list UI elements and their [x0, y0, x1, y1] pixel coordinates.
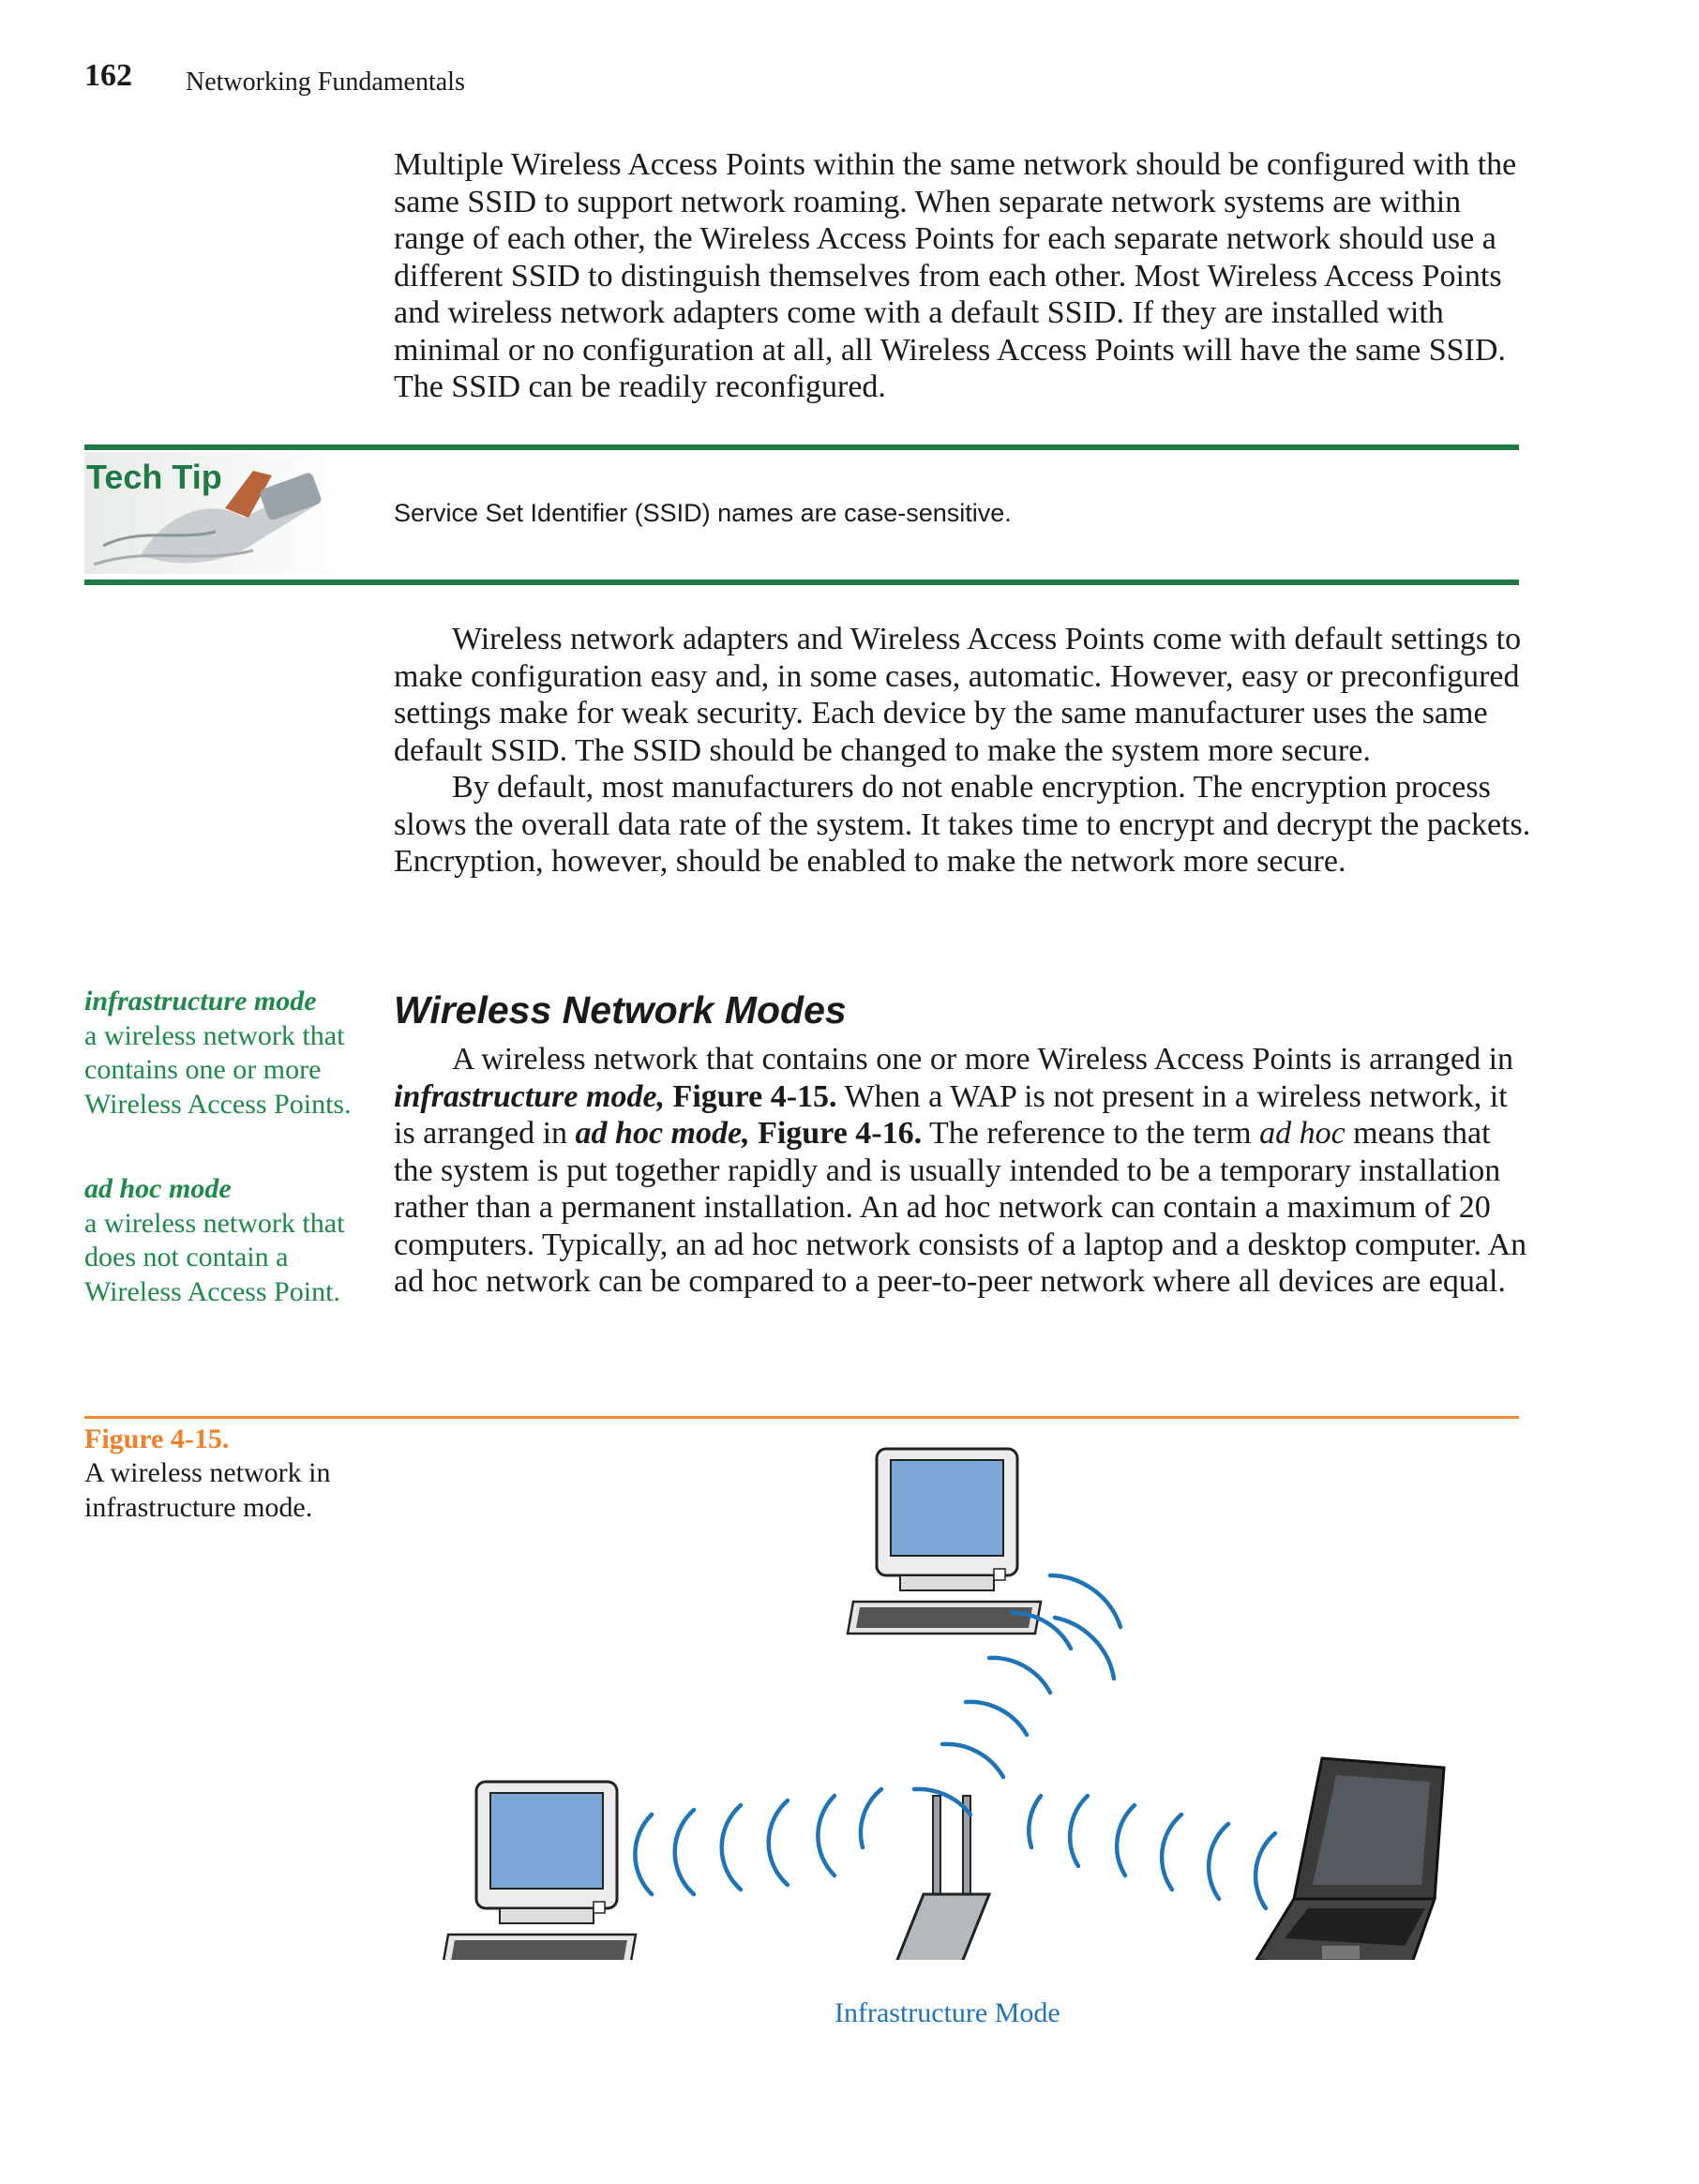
body-paragraphs-2 [394, 621, 1533, 881]
signal-waves-right [1029, 1796, 1275, 1908]
tech-tip-bottom-rule [84, 580, 1519, 585]
glossary-definition: a wireless network that contains one or more Wireless Access Points. [84, 1019, 352, 1120]
inline-term: ad hoc [1259, 1116, 1346, 1151]
desktop-computer-top-icon [848, 1449, 1041, 1634]
page-number: 162 [84, 58, 132, 93]
figure-reference[interactable]: Figure 4-15. [665, 1078, 837, 1114]
running-head: Networking Fundamentals [186, 68, 465, 97]
glossary-term: infrastructure mode [84, 986, 317, 1017]
inline-term: infrastructure mode, [394, 1078, 666, 1114]
tech-tip-title: Tech Tip [86, 458, 222, 496]
body-paragraph-1 [394, 146, 1533, 406]
margin-note-ad-hoc-mode [84, 1172, 366, 1309]
figure-label: Figure 4-15. [84, 1423, 230, 1454]
desktop-computer-left-icon [443, 1782, 636, 1960]
figure-reference[interactable]: Figure 4-16. [749, 1116, 923, 1151]
tech-tip-text: Service Set Identifier (SSID) names are case-sensitive. [394, 499, 1012, 527]
tech-tip-top-rule [84, 444, 1519, 450]
figure-caption: A wireless network in infrastructure mode. [84, 1457, 331, 1523]
paragraph-text: Wireless network adapters and Wireless Access Points come with default settings to make configuration easy and, in some cases, automatic. However, easy or preconfigured settings make for weak security. Each device by the same manufacturer uses the same default SSID. The SSID should be changed to make the system more secure. [394, 622, 1522, 768]
section-heading: Wireless Network Modes [394, 988, 847, 1032]
glossary-term: ad hoc mode [84, 1173, 232, 1204]
infrastructure-mode-diagram [441, 1435, 1519, 1960]
paragraph-text: A wireless network that contains one or more Wireless Access Points is arranged in infrastructure mode, Figure 4-15. When a WAP is not present in a wireless network, it is arranged in ad hoc mode, Figure 4-16. The reference to the term ad hoc means that the system is put together rapidly and is usually intended to be a temporary installation rather than a permanent installation. An ad hoc network can contain a maximum of 20 computers. Typically, an ad hoc network consists of a laptop and a desktop computer. An ad hoc network can be compared to a peer-to-peer network where all devices are equal. [394, 1042, 1527, 1299]
signal-waves-left [635, 1789, 881, 1894]
laptop-computer-icon [1256, 1758, 1444, 1960]
paragraph-text: By default, most manufacturers do not enable encryption. The encryption process slows the overall data rate of the system. It takes time to encrypt and decrypt the packets. Encryption, however, should be enabled to make the network more secure. [394, 770, 1531, 879]
inline-term: ad hoc mode, [575, 1116, 750, 1151]
tech-tip-box [84, 452, 1519, 574]
figure-rule [84, 1416, 1519, 1419]
glossary-definition: a wireless network that does not contain a Wireless Access Point. [84, 1207, 345, 1307]
margin-note-infrastructure-mode [84, 985, 366, 1122]
paragraph-text: Multiple Wireless Access Points within the same network should be configured with the same SSID to support network roaming. When separate network systems are within range of each other, the Wireless Access Points for each separate network should use a different SSID to distinguish themselves from each other. Most Wireless Access Points and wireless network adapters come with a default SSID. If they are installed with minimal or no configuration at all, all Wireless Access Points will have the same SSID. The SSID can be readily reconfigured. [394, 147, 1517, 404]
wireless-access-point-icon [895, 1796, 989, 1960]
diagram-caption: Infrastructure Mode [834, 1997, 1060, 2028]
body-paragraph-3 [394, 1041, 1533, 1301]
